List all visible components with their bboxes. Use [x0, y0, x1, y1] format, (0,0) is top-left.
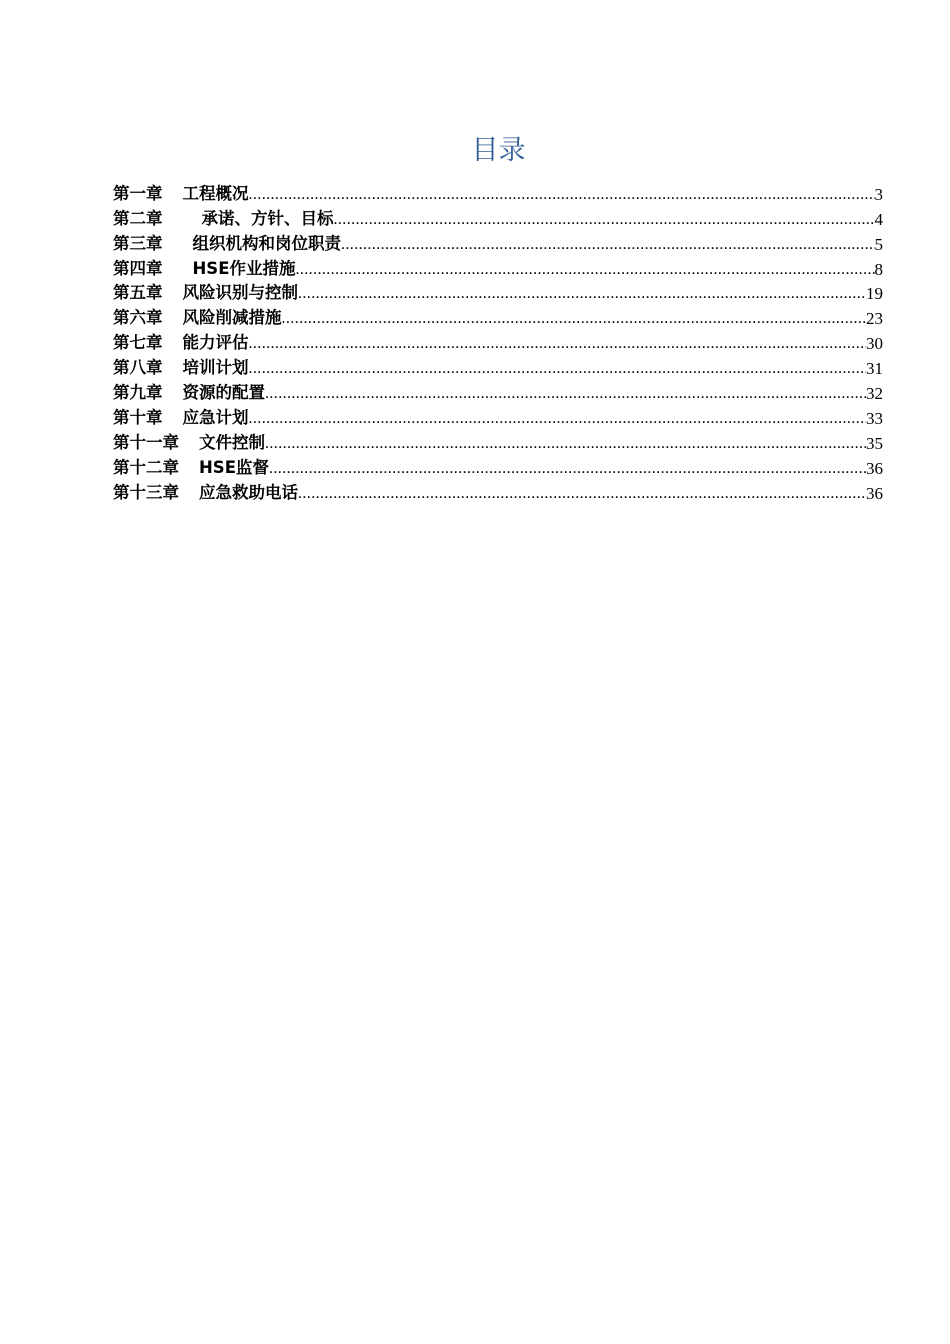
- toc-entry[interactable]: [113, 454, 883, 479]
- toc-chapter-heading: 应急救助电话: [199, 482, 298, 502]
- toc-dot-leader: [341, 235, 875, 255]
- toc-page-number: 5: [874, 234, 883, 254]
- toc-page-number: 32: [866, 384, 883, 404]
- toc-chapter-number: 第七章: [113, 333, 163, 353]
- table-of-contents: [113, 180, 883, 504]
- toc-chapter-heading: 工程概况: [182, 183, 249, 203]
- toc-chapter-heading: 风险削减措施: [182, 308, 282, 328]
- toc-chapter-number: 第二章: [113, 208, 163, 228]
- toc-entry[interactable]: [113, 280, 883, 305]
- toc-entry[interactable]: [113, 255, 883, 280]
- toc-page-number: 19: [866, 284, 883, 304]
- toc-dot-leader: [249, 359, 867, 379]
- toc-chapter-number: 第六章: [113, 308, 163, 328]
- toc-dot-leader: [334, 210, 875, 230]
- toc-chapter-number: 第十一章: [113, 432, 179, 452]
- toc-entry[interactable]: [113, 404, 883, 429]
- toc-entry[interactable]: [113, 479, 883, 504]
- toc-chapter-number: 第九章: [113, 383, 163, 403]
- toc-dot-leader: [298, 284, 866, 304]
- toc-dot-leader: [249, 185, 875, 205]
- toc-chapter-heading: 培训计划: [182, 358, 249, 378]
- toc-page-number: 31: [866, 359, 883, 379]
- toc-page-number: 36: [866, 483, 883, 503]
- toc-dot-leader: [249, 409, 867, 429]
- toc-dot-leader: [298, 484, 866, 504]
- toc-page-number: 8: [874, 259, 883, 279]
- toc-chapter-number: 第十二章: [113, 457, 179, 477]
- toc-chapter-heading: HSE监督: [199, 457, 269, 477]
- toc-chapter-heading: 组织机构和岗位职责: [192, 233, 341, 253]
- toc-page-number: 36: [866, 458, 883, 478]
- toc-dot-leader: [265, 384, 866, 404]
- toc-entry[interactable]: [113, 429, 883, 454]
- toc-dot-leader: [269, 459, 866, 479]
- toc-chapter-heading: 文件控制: [199, 432, 265, 452]
- toc-dot-leader: [249, 334, 867, 354]
- toc-entry[interactable]: [113, 230, 883, 255]
- toc-page-number: 35: [866, 433, 883, 453]
- toc-entry[interactable]: [113, 329, 883, 354]
- toc-title: 目录: [471, 135, 526, 166]
- toc-entry[interactable]: [113, 304, 883, 329]
- toc-chapter-heading: 承诺、方针、目标: [201, 208, 334, 228]
- toc-dot-leader: [282, 309, 867, 329]
- toc-page-number: 3: [874, 184, 883, 204]
- toc-entry[interactable]: [113, 354, 883, 379]
- toc-chapter-number: 第三章: [113, 233, 163, 253]
- toc-chapter-heading: 能力评估: [182, 333, 249, 353]
- toc-entry[interactable]: [113, 379, 883, 404]
- toc-chapter-number: 第八章: [113, 358, 163, 378]
- toc-page-number: 33: [866, 408, 883, 428]
- toc-chapter-heading: HSE作业措施: [192, 258, 296, 278]
- toc-chapter-number: 第十三章: [113, 482, 179, 502]
- toc-chapter-heading: 资源的配置: [182, 383, 265, 403]
- toc-page-number: 4: [874, 209, 883, 229]
- toc-page-number: 30: [866, 334, 883, 354]
- toc-chapter-number: 第一章: [113, 183, 163, 203]
- toc-chapter-number: 第四章: [113, 258, 163, 278]
- toc-chapter-heading: 应急计划: [182, 407, 249, 427]
- toc-chapter-number: 第十章: [113, 407, 163, 427]
- toc-page-number: 23: [866, 309, 883, 329]
- toc-entry[interactable]: [113, 180, 883, 205]
- toc-chapter-heading: 风险识别与控制: [182, 283, 298, 303]
- toc-dot-leader: [265, 434, 866, 454]
- toc-chapter-number: 第五章: [113, 283, 163, 303]
- toc-entry[interactable]: [113, 205, 883, 230]
- toc-dot-leader: [295, 260, 874, 280]
